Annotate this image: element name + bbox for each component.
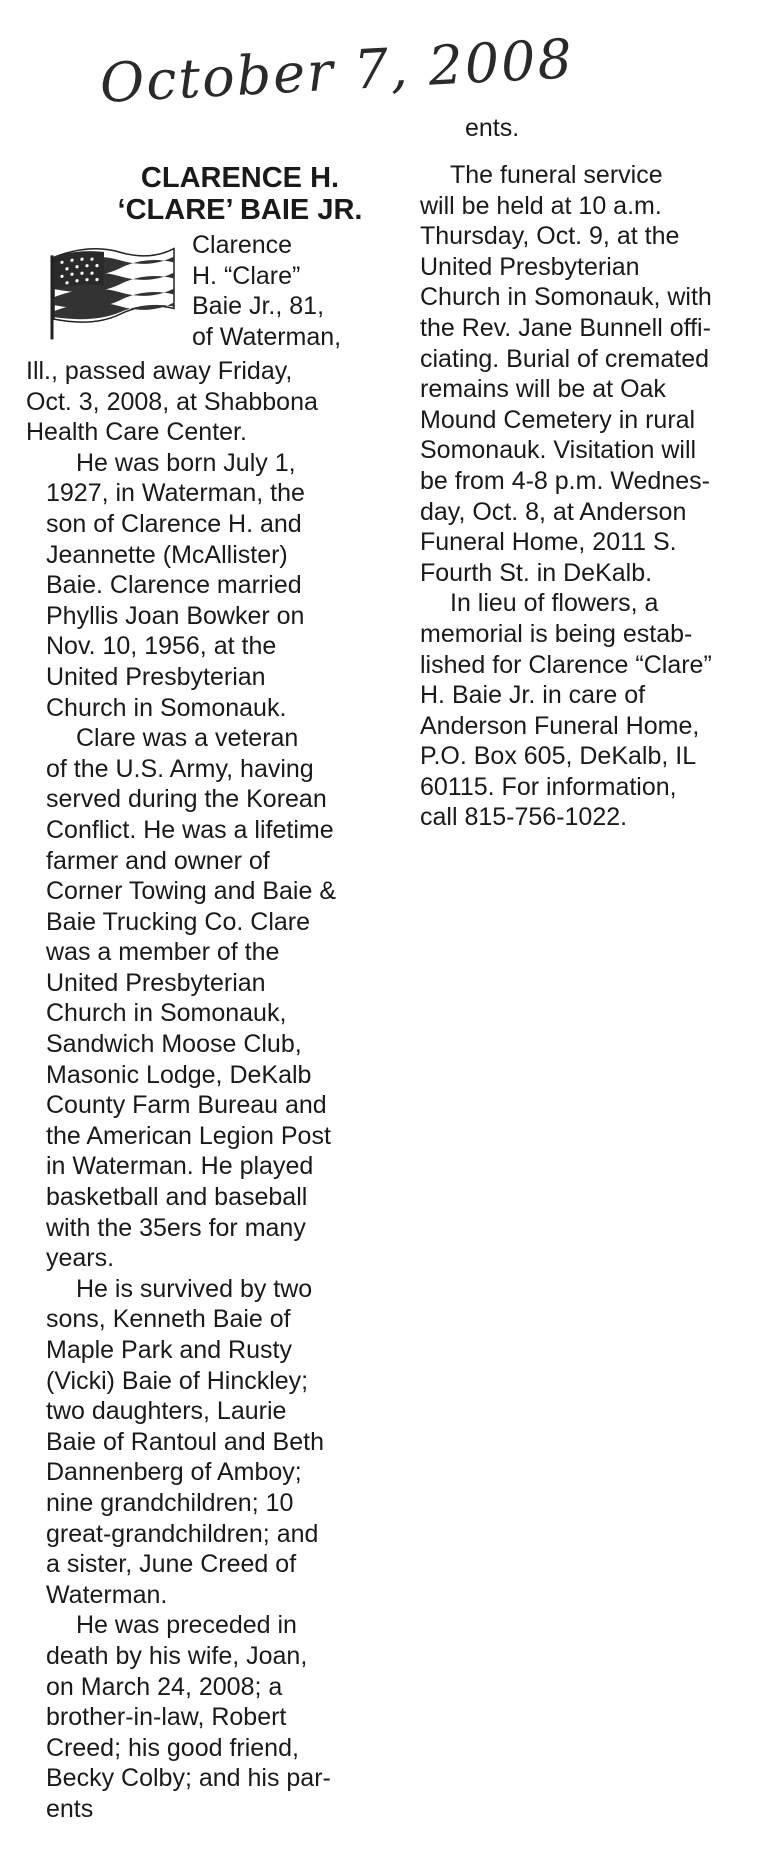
headline-line-1: CLARENCE H. <box>140 162 340 194</box>
text-line: Anderson Funeral Home, <box>420 711 700 740</box>
text-line: with the 35ers for many <box>46 1213 306 1242</box>
text-line: (Vicki) Baie of Hinckley; <box>46 1366 309 1395</box>
text-line: He was born July 1, <box>76 448 296 477</box>
text-line: was a member of the <box>46 938 280 967</box>
text-line: ciating. Burial of cremated <box>420 344 710 373</box>
text-line: Clarence <box>192 231 293 259</box>
left-column <box>26 162 394 1823</box>
right-column <box>420 160 760 833</box>
text-line: Maple Park and Rusty <box>46 1336 292 1364</box>
text-line: great-grandchildren; and <box>46 1519 319 1548</box>
text-line: the Rev. Jane Bunnell offi- <box>420 313 711 342</box>
text-line: Baie Trucking Co. Clare <box>46 907 311 936</box>
text-line: Ill., passed away Friday, <box>26 357 293 385</box>
headline-line-2: ‘CLARE’ BAIE JR. <box>117 194 363 226</box>
text-line: be from 4-8 p.m. Wednes- <box>420 466 710 495</box>
text-line: Church in Somonauk, with <box>420 283 712 312</box>
text-line: brother-in-law, Robert <box>46 1703 287 1732</box>
text-line: Baie of Rantoul and Beth <box>46 1427 324 1456</box>
text-line: Jeannette (McAllister) <box>46 540 288 569</box>
text-line: will be held at 10 a.m. <box>420 191 662 220</box>
text-line: son of Clarence H. and <box>46 509 302 538</box>
text-line: memorial is being estab- <box>420 619 693 648</box>
text-line: P.O. Box 605, DeKalb, IL <box>420 742 697 771</box>
text-line: United Presbyterian <box>420 252 640 281</box>
text-line: 1927, in Waterman, the <box>46 479 305 508</box>
left-paragraph-2 <box>46 448 394 723</box>
text-line: Church in Somonauk. <box>46 693 287 722</box>
text-line: sons, Kenneth Baie of <box>46 1305 291 1334</box>
text-line: Baie. Clarence married <box>46 571 302 600</box>
text-line: served during the Korean <box>46 785 327 814</box>
text-line: basketball and baseball <box>46 1183 308 1212</box>
text-line: in Waterman. He played <box>46 1152 314 1181</box>
text-line: Nov. 10, 1956, at the <box>46 632 277 661</box>
text-line: Waterman. <box>46 1580 168 1609</box>
text-line: call 815-756-1022. <box>420 803 628 832</box>
american-flag-icon <box>46 236 186 356</box>
text-line: two daughters, Laurie <box>46 1397 287 1426</box>
text-line: Mound Cemetery in rural <box>420 405 696 434</box>
text-line: of Waterman, <box>192 322 342 351</box>
text-line: Creed; his good friend, <box>46 1733 299 1762</box>
obituary-headline <box>46 162 394 226</box>
text-line: He is survived by two <box>76 1274 313 1303</box>
text-line: Masonic Lodge, DeKalb <box>46 1060 312 1089</box>
text-line: nine grandchildren; 10 <box>46 1488 294 1517</box>
text-line: Somonauk. Visitation will <box>420 436 697 465</box>
text-line: He was preceded in <box>76 1611 297 1640</box>
text-line: In lieu of flowers, a <box>450 589 659 618</box>
left-paragraph-1 <box>26 230 394 448</box>
text-line: Health Care Center. <box>26 418 247 447</box>
text-line: H. Baie Jr. in care of <box>420 681 646 710</box>
right-column-body <box>420 160 760 833</box>
left-paragraph-5 <box>46 1610 394 1794</box>
text-line: Fourth St. in DeKalb. <box>420 558 653 587</box>
text-line: years. <box>46 1244 115 1273</box>
text-line: a sister, June Creed of <box>46 1550 297 1579</box>
text-line: on March 24, 2008; a <box>46 1672 283 1701</box>
text-line: United Presbyterian <box>46 968 266 997</box>
text-line: day, Oct. 8, at Anderson <box>420 497 687 526</box>
text-line: County Farm Bureau and <box>46 1091 327 1120</box>
left-column-body <box>26 230 394 1794</box>
handwritten-date: October 7, 2008 <box>98 27 576 115</box>
text-line: lished for Clarence “Clare” <box>420 650 712 679</box>
text-line: the American Legion Post <box>46 1121 331 1150</box>
text-line: Conflict. He was a lifetime <box>46 815 334 844</box>
text-line: Church in Somonauk, <box>46 999 287 1028</box>
left-paragraph-4 <box>46 1274 394 1611</box>
text-line: Corner Towing and Baie & <box>46 877 336 906</box>
text-line: The funeral service <box>450 161 663 189</box>
text-line: Phyllis Joan Bowker on <box>46 601 305 630</box>
cut-off-text-bottom: ents <box>46 1794 94 1823</box>
text-line: Becky Colby; and his par- <box>46 1764 331 1793</box>
right-paragraph-2 <box>420 588 760 833</box>
right-paragraph-1 <box>420 160 760 588</box>
text-line: Thursday, Oct. 9, at the <box>420 222 680 251</box>
text-line: death by his wife, Joan, <box>46 1641 308 1670</box>
text-line: 60115. For information, <box>420 772 677 801</box>
text-line: Sandwich Moose Club, <box>46 1030 302 1059</box>
text-line: farmer and owner of <box>46 846 270 875</box>
left-paragraph-3 <box>46 723 394 1274</box>
text-line: Dannenberg of Amboy; <box>46 1458 302 1487</box>
text-line: United Presbyterian <box>46 662 266 691</box>
text-line: remains will be at Oak <box>420 375 666 404</box>
text-line: of the U.S. Army, having <box>46 754 314 783</box>
text-line: Clare was a veteran <box>76 724 299 753</box>
cut-off-text-top: ents. <box>465 114 520 142</box>
text-line: Baie Jr., 81, <box>192 292 325 321</box>
text-line: Oct. 3, 2008, at Shabbona <box>26 387 318 416</box>
text-line: H. “Clare” <box>192 261 301 290</box>
text-line: Funeral Home, 2011 S. <box>420 528 677 557</box>
